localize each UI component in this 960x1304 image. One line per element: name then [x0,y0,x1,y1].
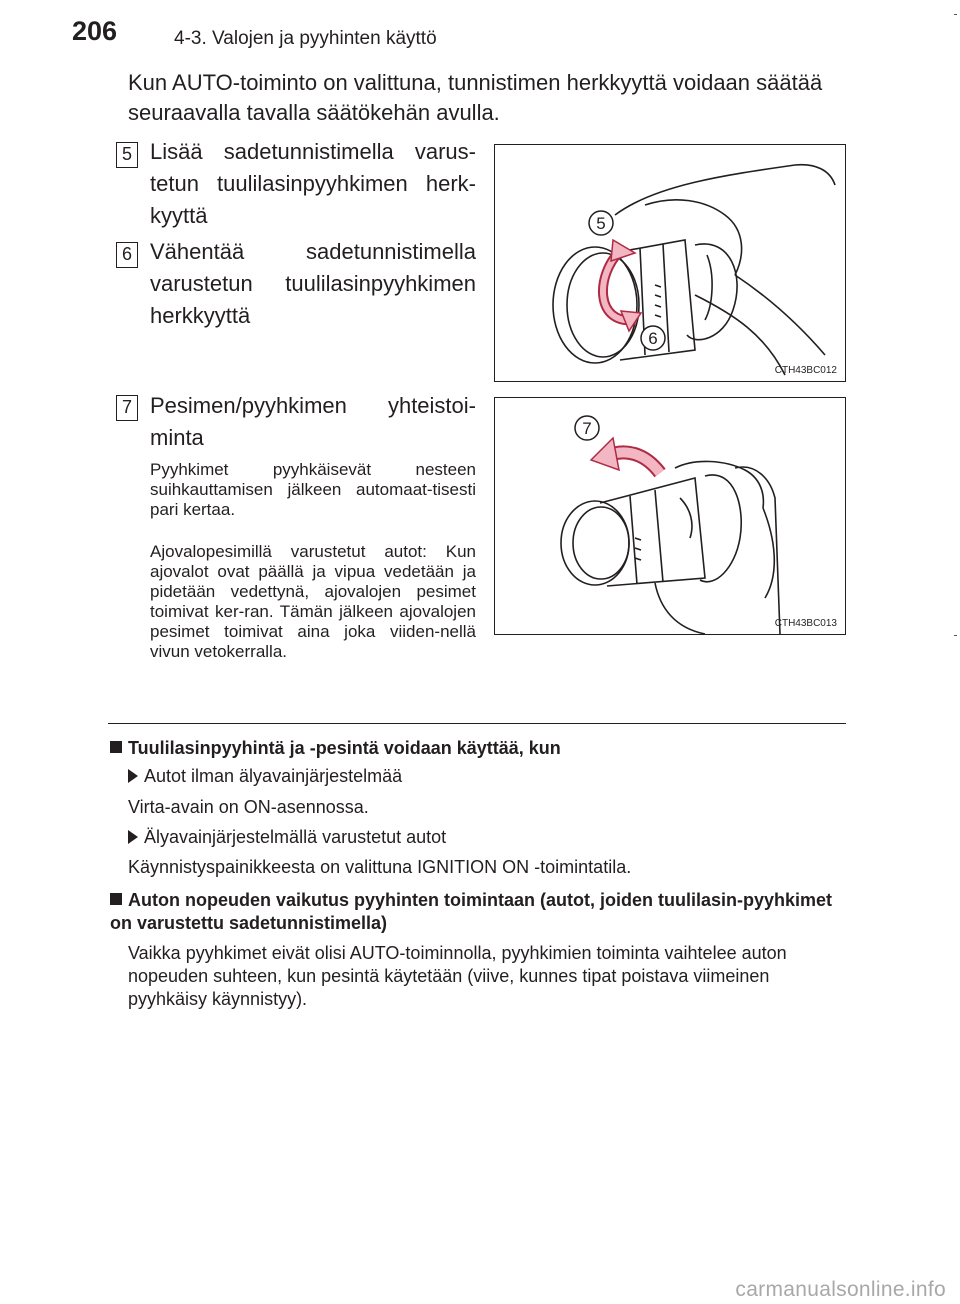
arrow-bullet-icon [128,830,138,844]
item-description: Ajovalopesimillä varustetut autot: Kun ajovalot ovat päällä ja vipua vedetään ja pidetään vedettynä, ajovalojen pesimet toimivat ker-ran. Tämän jälkeen ajovalojen pesimet toimivat aina joka viiden-nellä vivun vetokerralla. [150,542,476,661]
item-number-badge: 7 [116,395,138,421]
note-heading-text: Auton nopeuden vaikutus pyyhinten toimintaan (autot, joiden tuulilasin-pyyhkimet on varustettu sadetunnistimella) [110,890,833,933]
wiper-lever-illustration [495,145,847,383]
section-divider [108,723,846,724]
wiper-lever-pull-illustration [495,398,847,636]
figure-callout: 5 [596,214,606,233]
condition-label [128,826,446,849]
figure-code: CTH43BC012 [774,365,837,376]
intro-text: Kun AUTO-toiminto on valittuna, tunnistimen herkkyyttä voidaan säätää seuraavalla tavalla säätökehän avulla. [128,70,823,125]
condition-label-text: Autot ilman älyavainjärjestelmää [144,766,403,786]
condition-label [128,765,402,788]
figure-callout: 6 [648,329,658,348]
section-title: 4-3. Valojen ja pyyhinten käyttö [174,28,437,49]
arrow-bullet-icon [128,769,138,783]
item-title: Vähentää sadetunnistimella varustetun tuulilasinpyyhkimen herkkyyttä [150,239,476,328]
note-heading [110,737,850,760]
watermark: carmanualsonline.info [735,1278,946,1301]
item-number-badge: 5 [116,142,138,168]
note-heading [110,889,850,935]
condition-text: Virta-avain on ON-asennossa. [128,797,369,817]
bullet-square-icon [110,893,122,905]
note-text: Vaikka pyyhkimet eivät olisi AUTO-toiminnolla, pyyhkimien toiminta vaihtelee auton nopeuden suhteen, kun pesintä käytetään (viive, kunnes tipat poistava viimeinen pyyhkäisy käynnistyy). [128,943,787,1009]
page-number: 206 [72,16,118,46]
figure-wiper-sensitivity [494,144,846,382]
bullet-square-icon [110,741,122,753]
item-title: Pesimen/pyyhkimen yhteistoi-minta [150,393,476,450]
item-title: Lisää sadetunnistimella varus-tetun tuulilasinpyyhkimen herk-kyyttä [150,139,476,228]
margin-mark [954,14,957,15]
margin-mark [954,635,957,636]
item-description: Pyyhkimet pyyhkäisevät nesteen suihkauttamisen jälkeen automaat-tisesti pari kertaa. [150,460,476,519]
figure-washer-operation [494,397,846,635]
condition-label-text: Älyavainjärjestelmällä varustetut autot [144,827,447,847]
item-number-badge: 6 [116,242,138,268]
figure-code: CTH43BC013 [774,618,837,629]
figure-callout: 7 [582,419,592,438]
note-heading-text: Tuulilasinpyyhintä ja -pesintä voidaan käyttää, kun [128,738,561,758]
condition-text: Käynnistyspainikkeesta on valittuna IGNITION ON -toimintatila. [128,857,632,877]
